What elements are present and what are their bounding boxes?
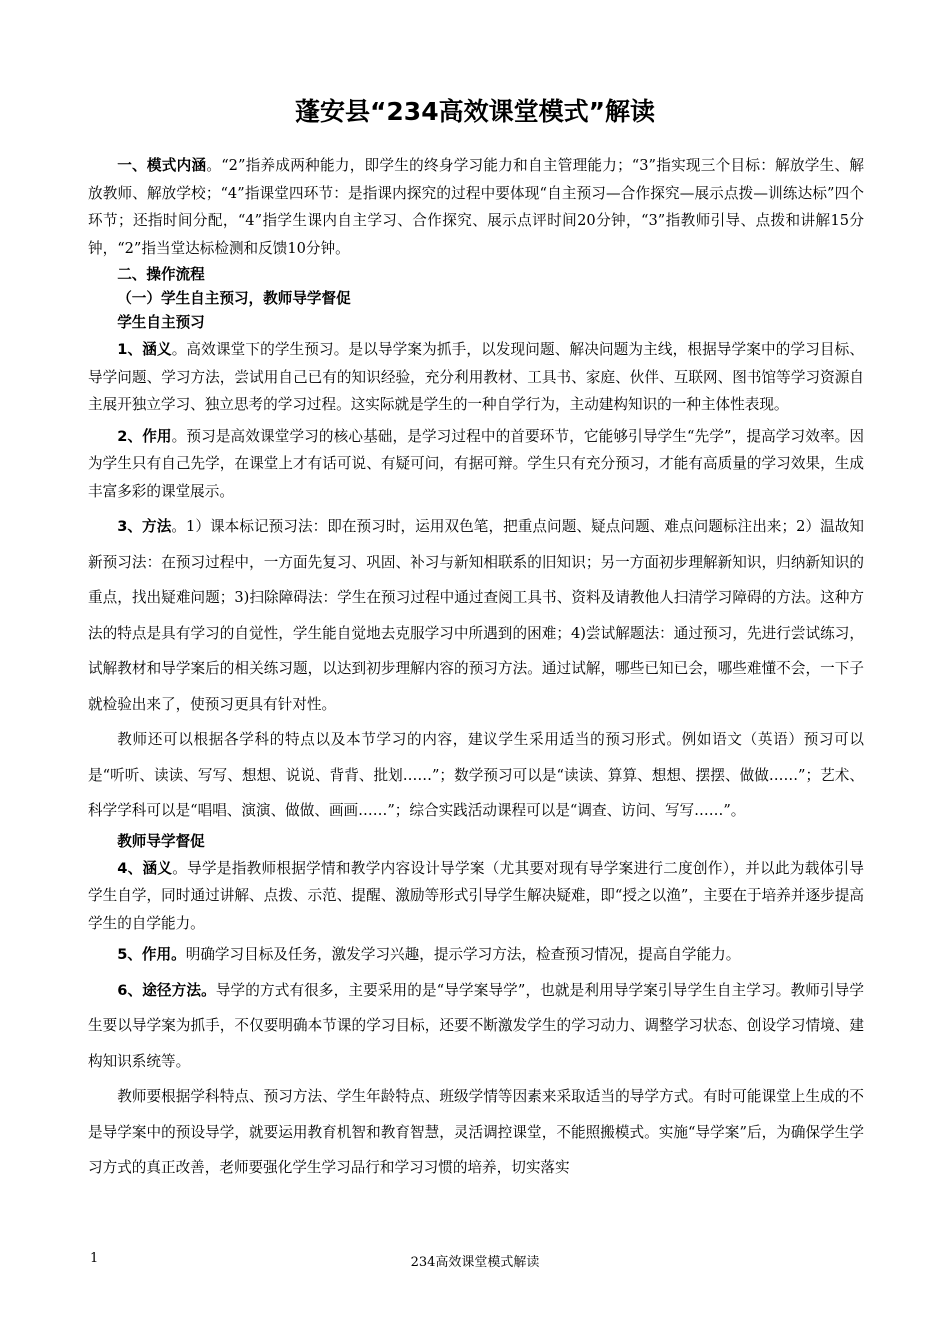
- guidance-approach-text: 导学的方式有很多，主要采用的是“导学案导学”，也就是利用导学案引导学生自主学习。教师引导学生要以导学案为抓手，不仅要明确本节课的学习目标，还要不断激发学生的学习动力、调整学习状态、创设学习情境、建构知识系统等。: [88, 981, 865, 1070]
- subsection-1-heading: （一）学生自主预习，教师导学督促: [117, 290, 351, 307]
- running-footer-title: 234高效课堂模式解读: [410, 1255, 540, 1270]
- document-body: [88, 152, 864, 1186]
- methods-text: 。1）课本标记预习法：即在预习时，运用双色笔，把重点问题、疑点问题、难点问题标注出来；2）温故知新预习法：在预习过程中，一方面先复习、巩固、补习与新知相联系的旧知识；另一方面初步理解新知识，归纳新知识的重点，找出疑难问题；3)扫除障碍法：学生在预习过程中通过查阅工具书、资料及请教他人扫清学习障碍的方法。这种方法的特点是具有学习的自觉性，学生能自觉地去克服学习中所遇到的困难；4)尝试解题法：通过预习，先进行尝试练习，试解教材和导学案后的相关练习题，以达到初步理解内容的预习方法。通过试解，哪些已知已会，哪些难懂不会，一下子就检验出来了，使预习更具有针对性。: [88, 518, 865, 713]
- subsection-teacher-guidance-heading: 教师导学督促: [117, 832, 205, 850]
- paragraph-function: [88, 423, 864, 506]
- page-number: 1: [90, 1251, 99, 1266]
- section-2-heading: 二、操作流程: [117, 266, 205, 283]
- section-1-text: 。“2”指养成两种能力，即学生的终身学习能力和自主管理能力；“3”指实现三个目标：解放学生、解放教师、解放学校；“4”指课堂四环节：是指课内探究的过程中要体现“自主预习—合作探究—展示点拨—训练达标”四个环节；还指时间分配，“4”指学生课内自主学习、合作探究、展示点评时间20分钟，“3”指教师引导、点拨和讲解15分钟，“2”指当堂达标检测和反馈10分钟。: [88, 157, 864, 257]
- section-1-label: 一、模式内涵: [117, 157, 207, 174]
- document-title: 蓬安县“234高效课堂模式”解读: [294, 97, 656, 126]
- paragraph-model-connotation: [88, 152, 864, 262]
- guidance-meaning-label: 4、涵义: [117, 859, 173, 877]
- paragraph-guidance-meaning: [88, 855, 864, 938]
- paragraph-preview-forms: 教师还可以根据各学科的特点以及本节学习的内容，建议学生采用适当的预习形式。例如语文（英语）预习可以是“听听、读读、写写、想想、说说、背背、批划……”；数学预习可以是“读读、算算、想想、摆摆、做做……”；艺术、科学学科可以是“唱唱、演演、做做、画画……”；综合实践活动课程可以是“调查、访问、写写……”。: [88, 731, 864, 819]
- methods-label: 3、方法: [117, 518, 172, 535]
- function-text: 。预习是高效课堂学习的核心基础，是学习过程中的首要环节，它能够引导学生“先学”，提高学习效率。因为学生只有自己先学，在课堂上才有话可说、有疑可问，有据可辩。学生只有充分预习，才能有高质量的学习效果，生成丰富多彩的课堂展示。: [88, 427, 864, 500]
- paragraph-meaning: [88, 336, 864, 419]
- meaning-label: 1、涵义: [117, 341, 172, 358]
- function-label: 2、作用: [117, 427, 172, 445]
- paragraph-guidance-approach: [88, 973, 864, 1080]
- guidance-function-text: 明确学习目标及任务，激发学习兴趣，提示学习方法，检查预习情况，提高自学能力。: [185, 946, 741, 963]
- guidance-meaning-text: 。导学是指教师根据学情和教学内容设计导学案（尤其要对现有导学案进行二度创作），并以此为载体引导学生自学，同时通过讲解、点拨、示范、提醒、激励等形式引导学生解决疑难，即“授之以渔”，主要在于培养并逐步提高学生的自学能力。: [88, 859, 864, 932]
- guidance-function-label: 5、作用。: [117, 946, 186, 963]
- meaning-text: 。高效课堂下的学生预习。是以导学案为抓手，以发现问题、解决问题为主线，根据导学案中的学习目标、导学问题、学习方法，尝试用自己已有的知识经验，充分利用教材、工具书、家庭、伙伴、互联网、图书馆等学习资源自主展开独立学习、独立思考的学习过程。这实际就是学生的一种自学行为，主动建构知识的一种主体性表现。: [88, 341, 864, 413]
- subsection-student-preview-heading: 学生自主预习: [117, 314, 205, 331]
- paragraph-guidance-function: [88, 937, 864, 973]
- guidance-approach-label: 6、途径方法。: [117, 981, 216, 999]
- paragraph-methods: [88, 509, 864, 722]
- paragraph-guidance-methods: 教师要根据学科特点、预习方法、学生年龄特点、班级学情等因素来采取适当的导学方式。有时可能课堂上生成的不是导学案中的预设导学，就要运用教育机智和教育智慧，灵活调控课堂，不能照搬模式。实施“导学案”后，为确保学生学习方式的真正改善，老师要强化学生学习品行和学习习惯的培养，切实落实: [88, 1088, 864, 1176]
